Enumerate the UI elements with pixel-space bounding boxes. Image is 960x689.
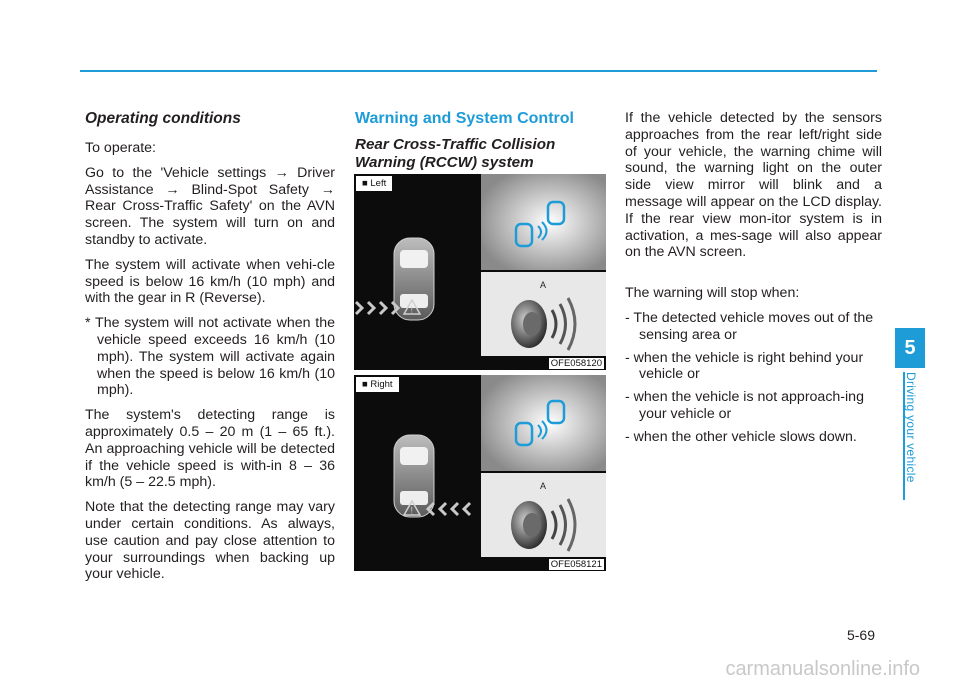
paragraph: Note that the detecting range may vary under certain conditions. As always, use caution and pay close attention to your surroundings when backing up your vehicle.: [85, 499, 335, 583]
column-warning-description: [625, 110, 882, 452]
paragraph: The system will activate when vehi-cle speed is below 16 km/h (10 mph) and with the gear in R (Reverse).: [85, 256, 335, 307]
mirror-glow-panel: [481, 174, 606, 270]
chapter-label: Driving your vehicle: [904, 372, 918, 483]
chapter-number-tab: 5: [895, 328, 925, 368]
operating-conditions-heading: Operating conditions: [85, 110, 241, 127]
figure-left: [354, 174, 606, 370]
rccw-subtitle-line2: Warning (RCCW) system: [355, 153, 534, 171]
figure-left-illustration: [354, 174, 606, 370]
paragraph: To operate:: [85, 140, 156, 156]
svg-text:!: !: [410, 304, 414, 315]
section-title: Warning and System Control: [355, 110, 574, 127]
own-vehicle-icon: [394, 238, 434, 320]
figure-code: OFE058121: [550, 559, 602, 570]
list-item: - when the vehicle is right behind your vehicle or: [625, 349, 864, 383]
label-a: A: [540, 481, 547, 491]
paragraph: If the vehicle detected by the sensors approaches from the rear left/right side of your vehicle, the warning chime will sound, the warning light on the outer side view mirror will blink and a message will appear on the LCD display. If the rear view mon-itor system is in activation, a mes-sage will also appear on the AVN screen.: [625, 110, 882, 261]
figure-right-tag: ■ Right: [356, 377, 399, 392]
svg-text:!: !: [410, 505, 414, 516]
approach-chevrons-icon: [356, 302, 398, 314]
paragraph: Go to the 'Vehicle settings → Driver Assistance → Blind-Spot Safety → Rear Cross-Traffic Safety' on the AVN screen. The system will turn on and standby to activate.: [85, 164, 335, 248]
paragraph: The system's detecting range is approximately 0.5 – 20 m (1 – 65 ft.). An approaching vehicle will be detected if the vehicle speed is with-in 8 – 36 km/h (5 – 22.5 mph).: [85, 407, 335, 491]
page-number: 5-69: [846, 627, 875, 643]
figure-right: [354, 375, 606, 571]
list-item: - when the other vehicle slows down.: [625, 428, 857, 445]
label-a: A: [540, 280, 547, 290]
paragraph: The warning will stop when:: [625, 285, 800, 302]
watermark: carmanualsonline.info: [725, 658, 920, 680]
figure-code: OFE058120: [550, 358, 602, 369]
column-operating-conditions: [85, 110, 335, 591]
figure-left-tag: ■ Left: [356, 176, 392, 191]
rccw-subtitle: [355, 136, 595, 171]
list-item: - The detected vehicle moves out of the sensing area or: [625, 309, 874, 343]
figure-right-illustration: [354, 375, 606, 571]
note-paragraph: * The system will not activate when the vehicle speed exceeds 16 km/h (10 mph). The system will activate again when the speed is below 16 km/h (10 mph).: [85, 315, 335, 399]
list-item: - when the vehicle is not approach-ing your vehicle or: [625, 389, 864, 422]
approach-chevrons-icon: [428, 503, 470, 515]
rccw-subtitle-line1: Rear Cross-Traffic Collision: [355, 136, 556, 153]
header-rule: [80, 70, 877, 72]
